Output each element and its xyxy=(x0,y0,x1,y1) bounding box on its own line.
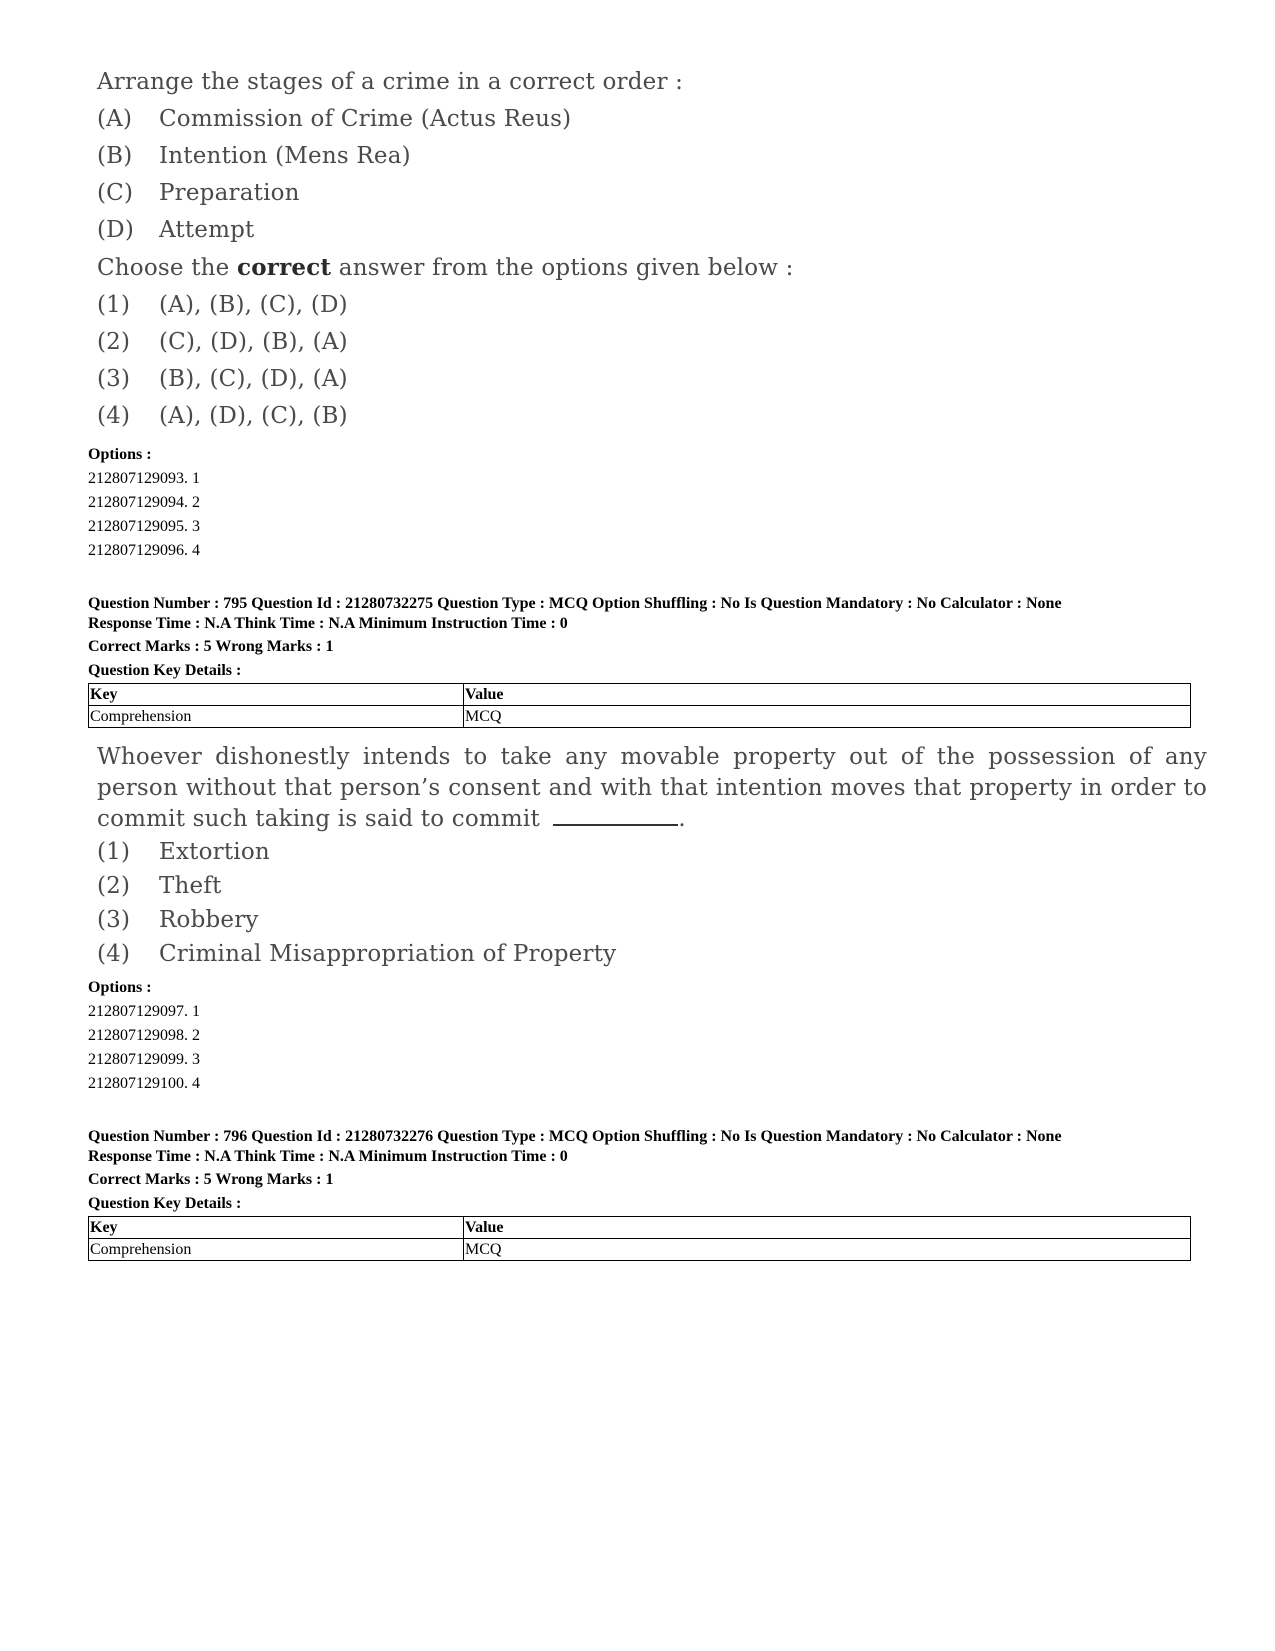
question-info-line: Question Number : 796 Question Id : 21280732276 Question Type : MCQ Option Shuffling : No Is Question Mandatory : No Calculator : None xyxy=(88,1128,1062,1145)
choice-3 xyxy=(97,903,1207,937)
value-cell: MCQ xyxy=(464,706,1191,728)
item-b xyxy=(97,138,794,175)
table-header-row xyxy=(89,684,1191,706)
choice-4 xyxy=(97,937,1207,971)
table-row xyxy=(89,1239,1191,1261)
choice-text: (A), (D), (C), (B) xyxy=(159,403,348,429)
choose-instruction xyxy=(97,249,794,287)
item-d xyxy=(97,212,794,249)
choice-text: Theft xyxy=(159,873,222,899)
choice-1 xyxy=(97,287,794,324)
choice-label: (2) xyxy=(97,329,131,355)
item-label: (B) xyxy=(97,143,133,169)
choice-label: (4) xyxy=(97,941,131,967)
choose-bold: correct xyxy=(237,254,332,281)
option-line: 212807129094. 2 xyxy=(88,494,200,511)
option-line: 212807129099. 3 xyxy=(88,1051,200,1068)
time-info-line: Response Time : N.A Think Time : N.A Minimum Instruction Time : 0 xyxy=(88,1148,568,1165)
question-info-line: Question Number : 795 Question Id : 21280732275 Question Type : MCQ Option Shuffling : No Is Question Mandatory : No Calculator : None xyxy=(88,595,1062,612)
question-image-stages-of-crime xyxy=(97,64,794,435)
question-796-key-details: Question Key Details : xyxy=(88,1195,242,1212)
value-header: Value xyxy=(464,684,1191,706)
option-line: 212807129100. 4 xyxy=(88,1075,200,1092)
item-text: Attempt xyxy=(159,217,255,243)
options-heading: Options : xyxy=(88,446,152,463)
item-text: Preparation xyxy=(159,180,300,206)
choice-1 xyxy=(97,835,1207,869)
paragraph-end: . xyxy=(678,806,686,832)
question-796-header xyxy=(88,1127,1188,1167)
item-label: (A) xyxy=(97,106,133,132)
key-cell: Comprehension xyxy=(89,1239,464,1261)
choice-text: (A), (B), (C), (D) xyxy=(159,292,348,318)
options-heading: Options : xyxy=(88,979,152,996)
question-795-key-details: Question Key Details : xyxy=(88,662,242,679)
key-header: Key xyxy=(89,1217,464,1239)
choice-2 xyxy=(97,869,1207,903)
choice-label: (1) xyxy=(97,839,131,865)
table-row xyxy=(89,706,1191,728)
options-block-795 xyxy=(88,976,200,1096)
choice-text: (B), (C), (D), (A) xyxy=(159,366,348,392)
choice-label: (3) xyxy=(97,366,131,392)
item-c xyxy=(97,175,794,212)
question-795-marks: Correct Marks : 5 Wrong Marks : 1 xyxy=(88,638,334,655)
key-header: Key xyxy=(89,684,464,706)
choice-3 xyxy=(97,361,794,398)
choice-label: (2) xyxy=(97,873,131,899)
value-header: Value xyxy=(464,1217,1191,1239)
paragraph-text: Whoever dishonestly intends to take any movable property out of the possession of any person without that person’s consent and with that intention moves that property in order to commit such taking is said to commit xyxy=(97,744,1207,832)
table-header-row xyxy=(89,1217,1191,1239)
options-block-794 xyxy=(88,443,200,563)
choice-2 xyxy=(97,324,794,361)
item-label: (C) xyxy=(97,180,134,206)
answer-blank xyxy=(553,806,678,826)
option-line: 212807129096. 4 xyxy=(88,542,200,559)
time-info-line: Response Time : N.A Think Time : N.A Minimum Instruction Time : 0 xyxy=(88,615,568,632)
question-stem: Arrange the stages of a crime in a correct order : xyxy=(97,69,684,95)
question-paragraph xyxy=(97,742,1207,835)
option-line: 212807129098. 2 xyxy=(88,1027,200,1044)
item-a xyxy=(97,101,794,138)
choice-label: (4) xyxy=(97,403,131,429)
value-cell: MCQ xyxy=(464,1239,1191,1261)
question-796-marks: Correct Marks : 5 Wrong Marks : 1 xyxy=(88,1171,334,1188)
choice-text: Criminal Misappropriation of Property xyxy=(159,941,617,967)
choice-4 xyxy=(97,398,794,435)
option-line: 212807129095. 3 xyxy=(88,518,200,535)
item-text: Commission of Crime (Actus Reus) xyxy=(159,106,572,132)
choice-label: (1) xyxy=(97,292,131,318)
question-796-key-table xyxy=(88,1216,1191,1261)
choice-text: (C), (D), (B), (A) xyxy=(159,329,348,355)
option-line: 212807129093. 1 xyxy=(88,470,200,487)
choice-label: (3) xyxy=(97,907,131,933)
choose-prefix: Choose the xyxy=(97,255,238,281)
item-label: (D) xyxy=(97,217,134,243)
question-795-header xyxy=(88,594,1188,634)
option-line: 212807129097. 1 xyxy=(88,1003,200,1020)
choose-suffix: answer from the options given below : xyxy=(331,255,794,281)
question-image-theft xyxy=(97,742,1207,971)
choice-text: Extortion xyxy=(159,839,270,865)
key-cell: Comprehension xyxy=(89,706,464,728)
item-text: Intention (Mens Rea) xyxy=(159,143,411,169)
question-795-key-table xyxy=(88,683,1191,728)
choice-text: Robbery xyxy=(159,907,259,933)
